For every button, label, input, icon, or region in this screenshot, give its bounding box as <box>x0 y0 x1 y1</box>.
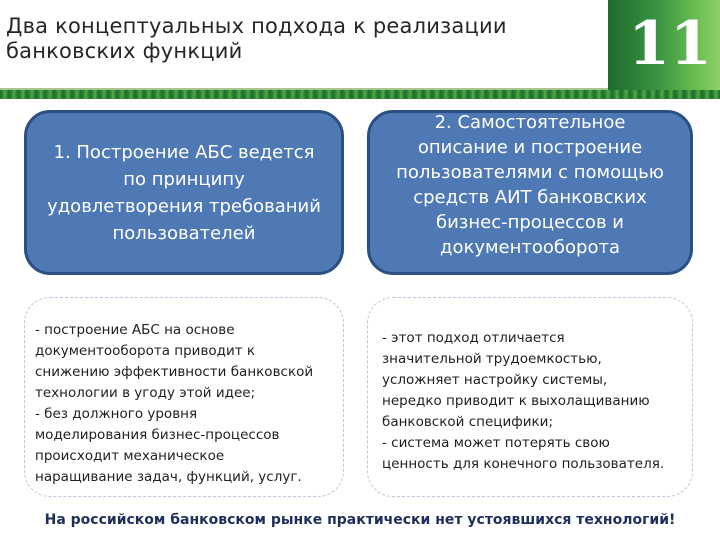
decorative-band <box>0 90 720 99</box>
description-line: - этот подход отличается <box>382 330 565 346</box>
approach-1-heading-box <box>24 110 344 275</box>
description-line: значительной трудоемкостью, <box>382 351 602 367</box>
heading-line: средств АИТ банковских <box>413 187 647 208</box>
heading-line: бизнес-процессов и <box>436 212 624 233</box>
approach-2-heading-box <box>367 110 693 275</box>
description-line: - построение АБС на основе <box>35 322 235 338</box>
description-line: снижению эффективности банковской <box>35 364 314 380</box>
slide-title-line-1: Два концептуальных подхода к реализации <box>6 14 507 38</box>
heading-line: по принципу <box>123 168 245 190</box>
description-line: нередко приводит к выхолащиванию <box>382 393 650 409</box>
approach-2-heading <box>396 111 664 261</box>
description-line: документооборота приводит к <box>35 343 256 359</box>
description-line: наращивание задач, функций, услуг. <box>35 469 302 485</box>
heading-line: 1. Построение АБС ведется <box>53 141 315 163</box>
heading-line: 2. Самостоятельное <box>434 112 626 133</box>
description-line: банковской специфики; <box>382 414 554 430</box>
heading-line: пользователями с помощью <box>396 162 664 183</box>
footer-conclusion: На российском банковском рынке практически нет устоявшихся технологий! <box>44 512 676 528</box>
description-line: происходит механическое <box>35 448 225 464</box>
approach-1-heading <box>47 139 321 247</box>
heading-line: пользователей <box>112 222 256 244</box>
heading-line: удовлетворения требований <box>47 195 321 217</box>
description-line: моделирования бизнес-процессов <box>35 427 280 443</box>
description-line: - система может потерять свою <box>382 435 610 451</box>
slide-title <box>6 14 606 64</box>
description-line: технологии в угоду этой идее; <box>35 385 256 401</box>
approach-1-description <box>24 297 344 497</box>
description-line: усложняет настройку системы, <box>382 372 608 388</box>
description-line: - без должного уровня <box>35 406 198 422</box>
approach-2-description <box>367 297 693 497</box>
heading-line: описание и построение <box>417 137 643 158</box>
description-line: ценность для конечного пользователя. <box>382 456 665 472</box>
slide-number: 11 <box>628 9 712 79</box>
slide-title-line-2: банковских функций <box>6 39 243 63</box>
heading-line: документооборота <box>440 237 620 258</box>
